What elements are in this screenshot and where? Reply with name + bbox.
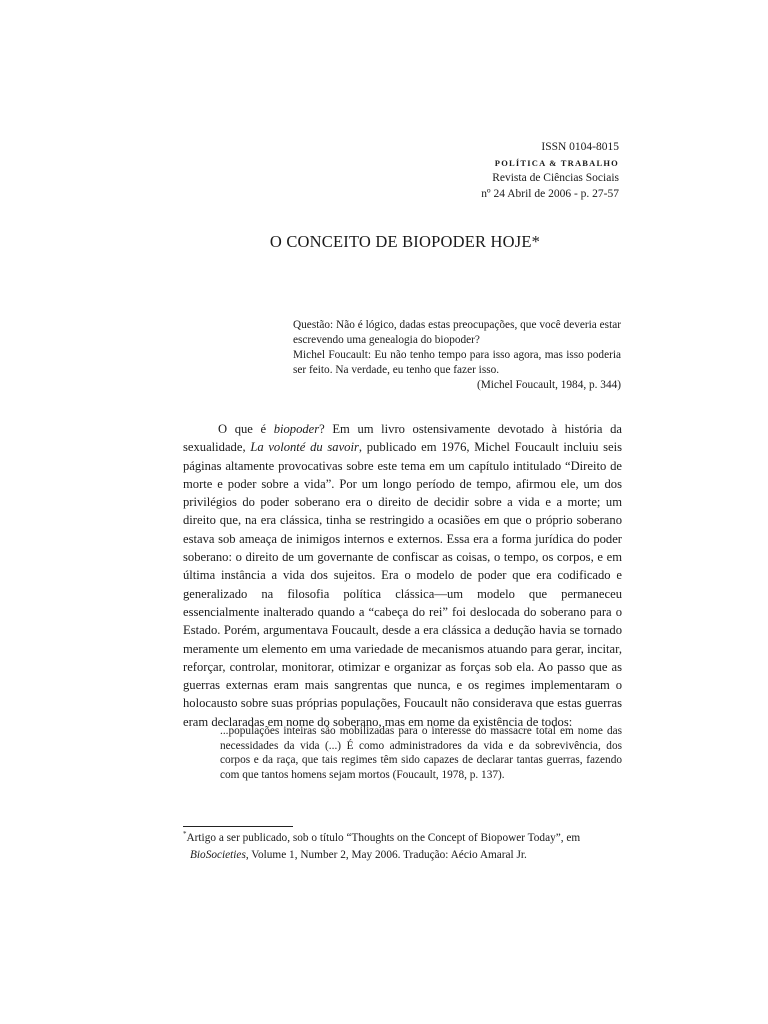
epigraph-answer: Michel Foucault: Eu não tenho tempo para isso agora, mas isso poderia ser feito. Na verdade, eu tenho que fazer isso. [293,349,621,376]
issue-info: nº 24 Abril de 2006 - p. 27-57 [481,187,619,200]
journal-masthead [481,140,619,202]
body-paragraph [183,420,622,731]
article-title: O CONCEITO DE BIOPODER HOJE* [269,232,541,251]
block-quotation [220,724,622,783]
text-run: ? Em um livro ostensivamente devotado à história da sexualidade, [183,422,622,455]
footnote [183,826,623,863]
footnote-text: Artigo a ser publicado, sob o título “Thoughts on the Concept of Biopower Today”, em [186,832,581,844]
quotation-text: ...populações inteiras são mobilizadas para o interesse do massacre total em nome das necessidades da vida (...) É como administradores da vida e da sobrevivência, dos corpos e da raça, que tais regimes têm sido capazes de declarar tantas guerras, fazendo com que tantos homens sejam mortos (Foucault, 1978, p. 137). [220,725,622,782]
italic-term-biopoder: biopoder [273,422,320,436]
epigraph-citation: (Michel Foucault, 1984, p. 344) [476,379,621,391]
italic-book-title: La volonté du savoir [250,440,359,455]
epigraph-question: Questão: Não é lógico, dadas estas preocupações, que você deveria estar escrevendo uma genealogia do biopoder? [293,319,621,346]
footnote-line-1 [183,826,623,847]
footnote-line-2 [183,847,623,864]
issn-number: ISSN 0104-8015 [541,141,619,153]
journal-name: POLÍTICA & TRABALHO [494,157,619,168]
footnote-journal: BioSocieties [190,848,246,861]
text-run: O que é [218,422,274,436]
epigraph [293,318,621,393]
text-run: , publicado em 1976, Michel Foucault incluiu seis páginas altamente provocativas sobre este tema em um capítulo intitulado “Direito de morte e poder sobre a vida”. Por um longo período de tempo, afirmou ele, um dos privilégios do poder soberano era o direito de decidir sobre a vida e a morte; um direito que, na era clássica, tinha se restringido a ocasiões em que o próprio soberano estava sob ameaça de inimigos internos e externos. Essa era a forma jurídica do poder soberano: o direito de um governante de confiscar as coisas, o tempo, os corpos, e em última instância a vida dos sujeitos. Era o modelo de poder que era codificado e generalizado na filosofia política clássica—um modelo que permaneceu essencialmente inalterado quando a “cabeça do rei” foi deslocada do soberano para o Estado. Porém, argumentava Foucault, desde a era clássica a dedução havia se tornado meramente um elemento em uma variedade de mecanismos atuando para gerar, incitar, reforçar, controlar, monitorar, otimizar e organizar as forças sob ela. Ao passo que as guerras externas eram mais sangrentas que nunca, e os regimes implementaram o holocausto sobre suas próprias populações, Foucault não considerava que estas guerras eram declaradas em nome do soberano, mas em nome da existência de todos: [183,440,622,729]
footnote-text-2: , Volume 1, Number 2, May 2006. Tradução: Aécio Amaral Jr. [245,848,527,861]
paragraph-1 [183,420,622,731]
journal-subtitle: Revista de Ciências Sociais [492,172,619,184]
footnote-marker: * [183,830,187,838]
